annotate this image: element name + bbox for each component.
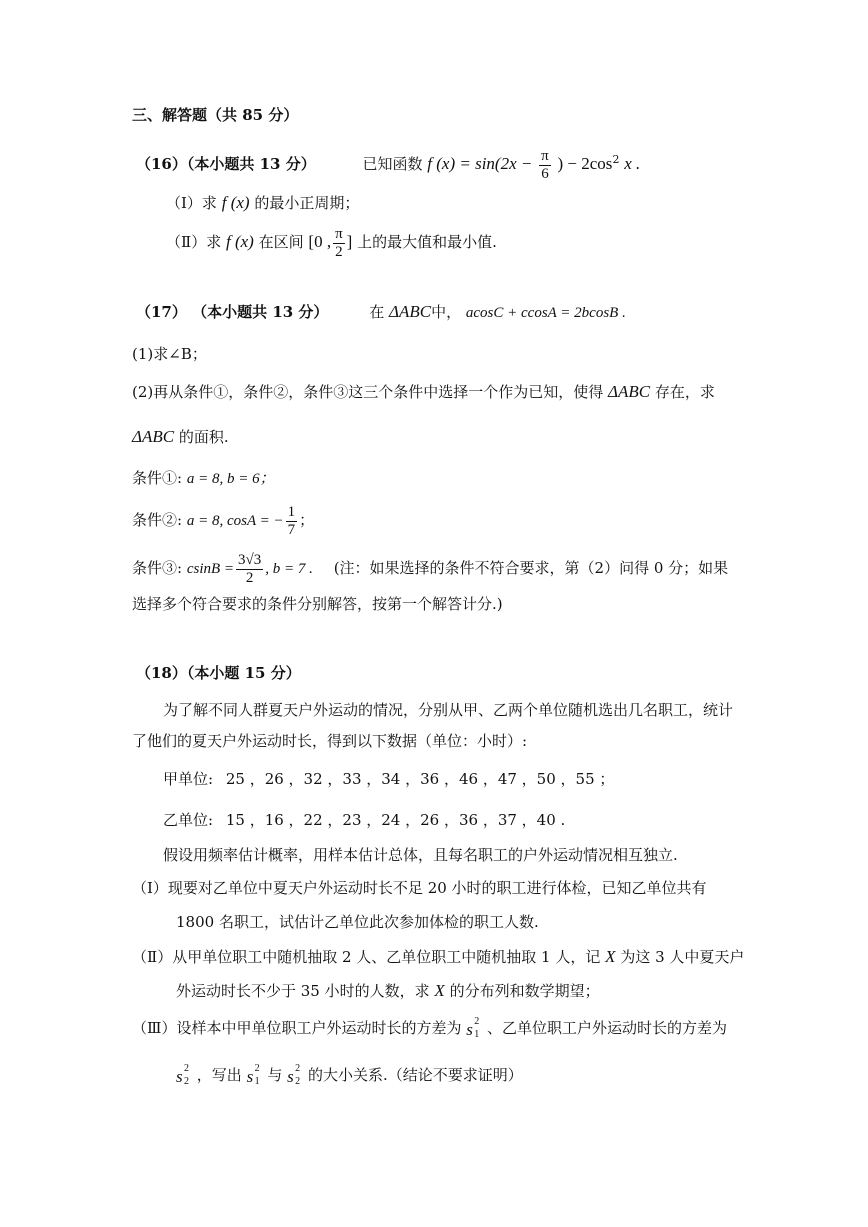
q18-p3-line1-prefix: （Ⅲ）设样本中甲单位职工户外运动时长的方差为 (132, 1019, 462, 1037)
s2-sup: 2 (184, 1063, 189, 1074)
q17-cond3-label: 条件③: (132, 559, 183, 577)
q17-label: （17） （本小题共 13 分） (136, 303, 329, 321)
q18-p3-line2-a: ，写出 (196, 1066, 242, 1084)
q16-part2-prefix: （Ⅱ）求 (166, 233, 222, 251)
q17-cond1 (132, 469, 275, 488)
s2-ref-sub: 2 (295, 1076, 301, 1087)
q17-part2-line2 (132, 427, 229, 447)
q18-label: （18）（本小题 15 分） (136, 664, 301, 682)
q17-part2-prefix: (2)再从条件①，条件②，条件③这三个条件中选择一个作为已知，使得 (132, 383, 604, 401)
q16-frac-num: π (541, 148, 549, 164)
s1-ref-base: s (246, 1067, 254, 1086)
q17-cond3-text: csinB = (186, 561, 235, 577)
s2-squared-ref (287, 1063, 303, 1087)
q16-part2 (166, 226, 497, 260)
q17-cond3-frac-num: 3√3 (238, 552, 262, 568)
q17-cond1-text: a = 8, b = 6； (186, 471, 275, 487)
q18-p2-line1-suffix: 为这 3 人中夏天户 (620, 948, 745, 966)
q18-p3-line1 (132, 1016, 728, 1040)
q18-p2-line2-var: X (434, 981, 445, 1000)
q17-part1: (1)求∠B； (132, 345, 207, 363)
q16-label: （16）（本小题共 13 分） (136, 155, 316, 173)
q16-part2-suffix: 上的最大值和最小值. (357, 233, 497, 251)
q16-intro: 已知函数 (362, 155, 423, 173)
s1-ref-sub: 1 (254, 1076, 260, 1087)
q16-interval-fraction (333, 226, 345, 260)
q17-part2-triangle: ΔABC (608, 382, 651, 401)
s1-ref-sup: 2 (254, 1063, 260, 1074)
q18-p2-line2-prefix: 外运动时长不少于 35 小时的人数，求 (176, 982, 430, 1000)
q16-interval-frac-den: 2 (335, 243, 343, 260)
q17-cond2-end: ； (299, 511, 315, 529)
q16-formula-prefix: f (x) = sin(2x − (427, 154, 533, 173)
q17-cond1-label: 条件①: (132, 469, 183, 487)
q16-line (136, 148, 640, 182)
q16-part2-mid: 在区间 (258, 233, 304, 251)
q16-part1-suffix: 的最小正周期； (254, 194, 360, 212)
s1-sub: 1 (474, 1029, 480, 1040)
q18-p2-var: X (605, 947, 616, 966)
q16-interval-close: ] (346, 232, 353, 251)
q17-cond3-fraction (236, 552, 263, 586)
q17-equation: acosC + ccosA = 2bcosB . (465, 305, 626, 321)
q18-unit-b (163, 811, 565, 829)
q16-formula-suffix: ) − 2cos (557, 154, 613, 173)
q17-cond3-end: , b = 7 . (265, 561, 313, 577)
q17-cond3-frac-den: 2 (245, 569, 254, 586)
section-heading: 三、解答题（共 85 分） (132, 106, 299, 124)
q18-para1-line1: 为了解不同人群夏天户外运动的情况，分别从甲、乙两个单位随机选出几名职工，统计 (163, 701, 734, 719)
s2-base: s (176, 1067, 183, 1086)
q17-cond2-label: 条件②: (132, 511, 183, 529)
s1-base: s (466, 1020, 473, 1039)
q18-p1-line1: （Ⅰ）现要对乙单位中夏天户外运动时长不足 20 小时的职工进行体检，已知乙单位共有 (132, 879, 707, 897)
q18-unit-a-label: 甲单位: (163, 770, 214, 788)
q17-cond2 (132, 504, 314, 538)
q16-formula-power: 2 (612, 153, 620, 166)
q16-interval-open: [0 , (308, 232, 332, 251)
q17-cond2-text: a = 8, cosA = − (186, 513, 284, 529)
s2-squared (176, 1063, 192, 1087)
q16-part1 (166, 193, 359, 213)
q17-part2-suffix: 存在，求 (654, 383, 715, 401)
s2-sub: 2 (184, 1076, 189, 1087)
q17-triangle: ΔABC (389, 302, 432, 321)
q17-note-line1: (注：如果选择的条件不符合要求，第（2）问得 0 分；如果 (333, 559, 729, 577)
q17-part2-line2-triangle: ΔABC (132, 427, 175, 446)
q18-p1-line2: 1800 名职工，试估计乙单位此次参加体检的职工人数. (176, 913, 539, 931)
q16-part1-func: f (x) (221, 193, 250, 212)
q17-note-line2: 选择多个符合要求的条件分别解答，按第一个解答计分.) (132, 595, 503, 613)
q18-p3-line1-mid: 、乙单位职工户外运动时长的方差为 (487, 1019, 728, 1037)
q16-formula-fraction (539, 148, 551, 182)
q17-line (136, 302, 626, 322)
q16-formula-end: x . (624, 154, 641, 173)
q17-cond2-frac-num: 1 (287, 504, 296, 520)
q17-intro-mid: 中， (431, 303, 462, 321)
s1-sup: 2 (474, 1016, 480, 1027)
q17-cond3 (132, 552, 728, 586)
s2-ref-base: s (287, 1067, 294, 1086)
q17-part2 (132, 382, 715, 402)
q18-p3-line2-b: 的大小关系.（结论不要求证明） (307, 1066, 523, 1084)
q18-unit-b-data: 15 ，16 ，22 ，23 ，24 ，26 ，36 ，37 ，40 . (225, 811, 566, 829)
q17-intro-prefix: 在 (369, 303, 385, 321)
q16-frac-den: 6 (541, 165, 549, 182)
s1-squared (466, 1016, 482, 1040)
s2-ref-sup: 2 (295, 1063, 301, 1074)
q16-interval-frac-num: π (335, 226, 343, 242)
q17-part2-line2-suffix: 的面积. (178, 428, 229, 446)
q16-part2-func: f (x) (225, 232, 254, 251)
s1-squared-ref (246, 1063, 263, 1087)
q17-cond2-fraction (286, 504, 298, 538)
q18-unit-b-label: 乙单位: (163, 811, 214, 829)
q18-p2-line1 (132, 947, 744, 967)
q18-p3-line2-mid: 与 (267, 1066, 283, 1084)
q17-cond2-frac-den: 7 (287, 521, 296, 538)
q18-p3-line2 (176, 1063, 523, 1087)
q18-assume: 假设用频率估计概率，用样本估计总体，且每名职工的户外运动情况相互独立. (163, 846, 678, 864)
q18-p2-line1-prefix: （Ⅱ）从甲单位职工中随机抽取 2 人、乙单位职工中随机抽取 1 人，记 (132, 948, 601, 966)
q18-para1-line2: 了他们的夏天户外运动时长，得到以下数据（单位：小时）: (132, 732, 528, 750)
q18-unit-a (163, 770, 614, 788)
q18-p2-line2 (176, 981, 600, 1001)
q18-unit-a-data: 25 ，26 ，32 ，33 ，34 ，36 ，46 ，47 ，50 ，55 ； (225, 770, 615, 788)
q16-part1-prefix: （Ⅰ）求 (166, 194, 217, 212)
q18-p2-line2-suffix: 的分布列和数学期望； (449, 982, 600, 1000)
